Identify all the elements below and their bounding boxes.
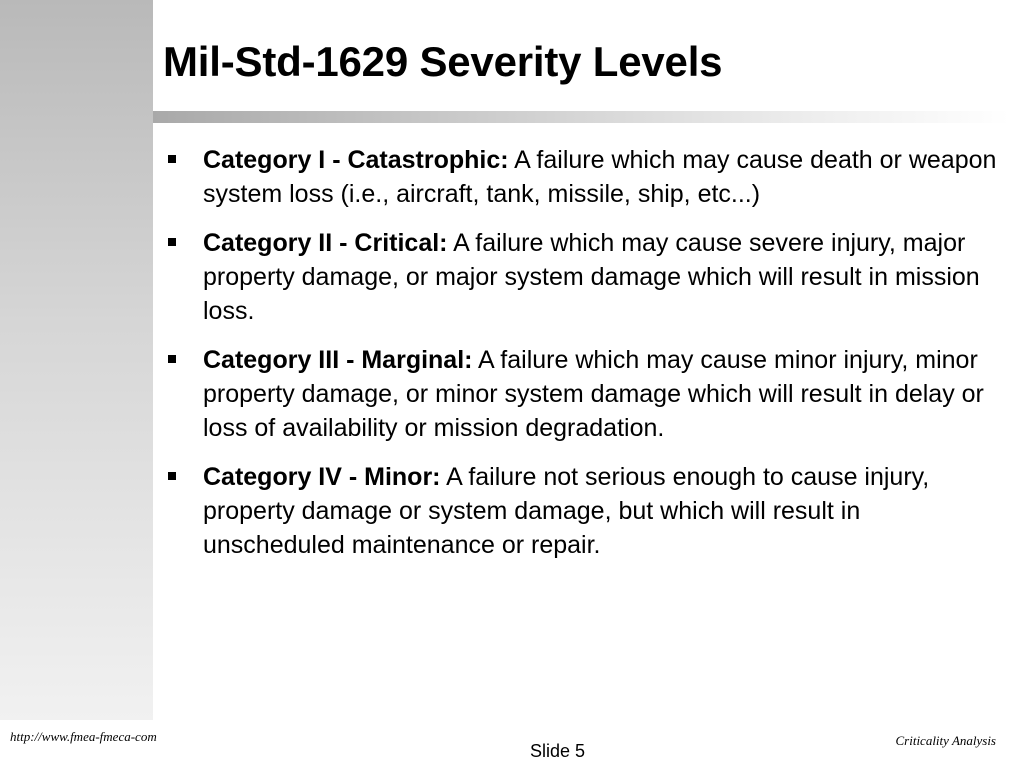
severity-term: Category IV - Minor: — [203, 463, 441, 491]
severity-description: A failure which may cause severe injury, major property damage, or major system damage which will result in mission loss. — [203, 229, 980, 325]
severity-item-category-iii — [163, 343, 1003, 445]
slide-title: Mil-Std-1629 Severity Levels — [163, 38, 723, 85]
left-decorative-bar — [0, 0, 153, 720]
severity-term: Category II - Critical: — [203, 229, 448, 257]
severity-term: Category I - Catastrophic: — [203, 146, 509, 174]
slide-number: Slide 5 — [530, 741, 586, 761]
title-divider — [153, 111, 1010, 123]
severity-item-category-iv — [163, 460, 1003, 562]
square-bullet-icon — [168, 355, 176, 363]
square-bullet-icon — [168, 238, 176, 246]
severity-description: A failure which may cause minor injury, minor property damage, or minor system damage which will result in delay or loss of availability or mission degradation. — [203, 346, 984, 442]
footer-section-title: Criticality Analysis — [895, 733, 996, 748]
severity-list — [163, 143, 1003, 577]
severity-item-category-ii — [163, 226, 1003, 328]
footer-url: http://www.fmea-fmeca-com — [10, 729, 157, 744]
severity-term: Category III - Marginal: — [203, 346, 473, 374]
severity-item-category-i — [163, 143, 1003, 211]
square-bullet-icon — [168, 472, 176, 480]
square-bullet-icon — [168, 155, 176, 163]
severity-description: A failure which may cause death or weapon system loss (i.e., aircraft, tank, missile, ship, etc...) — [203, 146, 997, 208]
severity-description: A failure not serious enough to cause injury, property damage or system damage, but which will result in unscheduled maintenance or repair. — [203, 463, 930, 559]
